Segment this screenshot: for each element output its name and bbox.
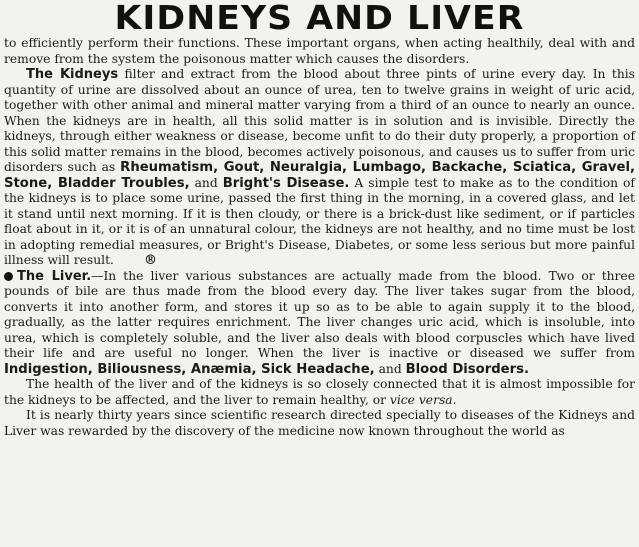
connection-text: The health of the liver and of the kidneys is so closely connected that it is almost impossible for the kidneys to be affected, and the liver to remain healthy, or [4, 377, 635, 407]
paragraph-liver [4, 269, 635, 378]
kidneys-text-a: filter and extract from the blood about three pints of urine every day. In this quantity of urine are dissolved about an ounce of urea, ten to twelve grains in weight of uric acid, together with other animal and mineral matter varying from a third of an ounce to nearly an ounce. When the kidneys are in health, all this solid matter is in solution and is invisible. Directly the kidneys, through either weakness or disease, become unfit to do their duty properly, a proportion of this solid matter remains in the blood, becomes actively poisonous, and causes us to suffer from uric disorders such as [4, 67, 635, 174]
headline: KIDNEYS AND LIVER [114, 0, 525, 37]
kidney-disease-list: Rheumatism, Gout, Neuralgia, Lumbago, Backache, Sciatica, Gravel, Stone, Bladder Troubles, [4, 160, 636, 191]
liver-text-a: —In the liver various substances are actually made from the blood. Two or three pounds of bile are thus made from the blood every day. The liver takes sugar from the blood, converts it into another form, and stores it up so as to be able to again supply it to the blood, gradually, as the latter requires enrichment. The liver changes uric acid, which is insoluble, into urea, which is completely soluble, and the liver also deals with blood corpuscles which have lived their life and are useful no longer. When the liver is inactive or diseased we suffer from [4, 268, 635, 360]
paragraph-research [4, 408, 635, 439]
liver-lead: The Liver. [17, 268, 92, 284]
kidneys-text-b: A simple test to make as to the condition of the kidneys is to place some urine, passed the first thing in the morning, in a covered glass, and let it stand until next morning. If it is then cloudy, or there is a brick-dust like sediment, or if particles float about in it, or it is of an unnatural colour, the kidneys are not healthy, and no time must be lost in adopting remedial measures, or Bright's Disease, Diabetes, or some less serious but more painful illness will result. [4, 175, 635, 267]
brights-disease: Bright's Disease. [222, 175, 350, 191]
liver-and: and [374, 361, 406, 376]
paragraph-intro [4, 36, 635, 67]
intro-text: to efficiently perform their functions. These important organs, when acting healthily, deal with and remove from the system the poisonous matter which causes the disorders. [4, 36, 635, 66]
kidneys-lead: The Kidneys [26, 67, 119, 82]
article-body [4, 36, 635, 439]
kidneys-and: and [189, 175, 223, 190]
vice-versa: vice versa. [389, 392, 457, 407]
paragraph-connection [4, 377, 635, 408]
paragraph-kidneys [4, 67, 635, 269]
registered-mark: ® [143, 253, 157, 268]
blood-disorders: Blood Disorders. [405, 361, 529, 377]
liver-disease-list: Indigestion, Biliousness, Anæmia, Sick Headache, [4, 361, 375, 377]
research-text: It is nearly thirty years since scientific research directed specially to diseases of the Kidneys and Liver was rewarded by the discovery of the medicine now known throughout the world as [4, 408, 635, 438]
bullet-ornament-icon [4, 272, 13, 281]
